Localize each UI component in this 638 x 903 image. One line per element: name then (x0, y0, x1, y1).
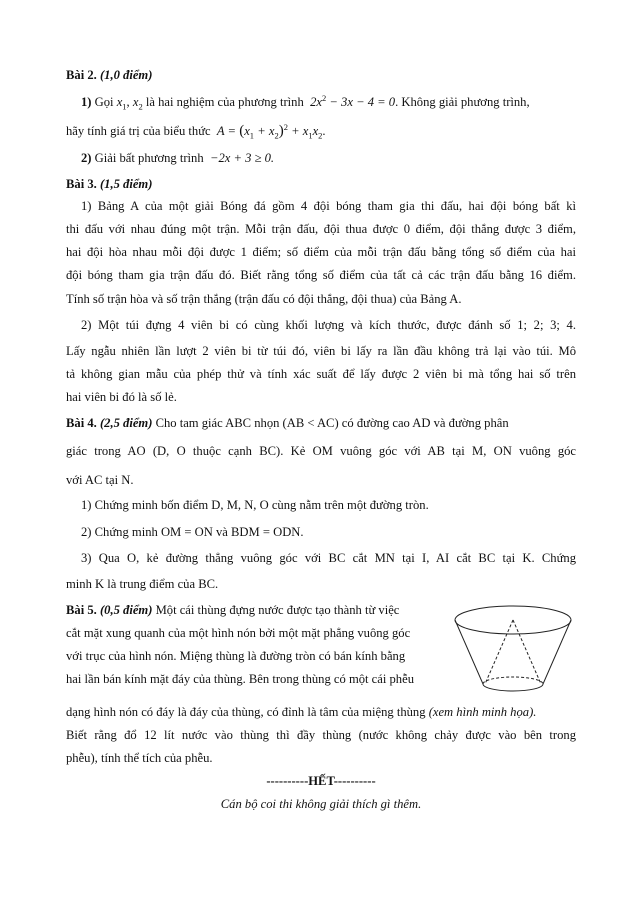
bai4-q1: 1) Chứng minh bốn điểm D, M, N, O cùng nằm trên một đường tròn. (81, 498, 429, 512)
bai3-p1-line3: hai đội hòa nhau mỗi đội được 1 điểm; số điểm của mỗi trận đấu bằng tổng số điểm của hai (66, 245, 576, 259)
bai2-heading: Bài 2. (1,0 điểm) (66, 68, 153, 82)
bai4-line1: Bài 4. (2,5 điểm) Cho tam giác ABC nhọn (AB < AC) có đường cao AD và đường phân (66, 416, 509, 430)
bai4-q2: 2) Chứng minh OM = ON và BDM = ODN. (81, 525, 304, 539)
bai2-q1-line1: 1) Gọi $x_1$, $x_2$ là hai nghiệm của phương trình $2x^2 - 3x - 4 = 0$. Không giải phương trình, (81, 92, 530, 112)
bai3-p2-line4: hai viên bi đó là số lẻ. (66, 390, 177, 404)
bai3-p2-line2: Lấy ngẫu nhiên lần lượt 2 viên bi từ túi đó, viên bi lấy ra lần đầu không trả lại vào túi. Mô (66, 344, 576, 358)
bai3-p2-line1: 2) Một túi đựng 4 viên bi có cùng khối lượng và kích thước, được đánh số 1; 2; 3; 4. (81, 318, 576, 332)
bai4-line3: với AC tại N. (66, 473, 134, 487)
bai3-p1-line2: thi đấu với nhau đúng một trận. Mỗi trận đấu, đội thua được 0 điểm, đội thắng được 3 điểm, (66, 222, 576, 236)
bai2-q1-line2: hãy tính giá trị của biểu thức $A = (x_1 + x_2)^2 + x_1x_2$. (66, 121, 326, 141)
bai5-line7: phễu), tính thể tích của phễu. (66, 751, 213, 765)
bai4-q3-line1: 3) Qua O, kẻ đường thẳng vuông góc với BC cắt MN tại I, AI cắt BC tại K. Chứng (81, 551, 576, 565)
bai5-line5: dạng hình nón có đáy là đáy của thùng, có đỉnh là tâm của miệng thùng (xem hình minh họa). (66, 705, 537, 719)
bai5-line6: Biết rằng đổ 12 lít nước vào thùng thì đầy thùng (nước không chảy được vào bên trong (66, 728, 576, 742)
proctor-note: Cán bộ coi thi không giải thích gì thêm. (220, 797, 422, 811)
funnel-right-side (513, 620, 541, 684)
bai3-p1-line5: Tính số trận hòa và số trận thắng (trận đấu có đội thắng, đội thua) của Bảng A. (66, 292, 462, 306)
bai3-p1-line4: đội bóng tham gia trận đấu đó. Biết rằng tổng số điểm của tất cả các trận đấu bằng 16 điểm. (66, 268, 576, 282)
funnel-left-side (485, 620, 513, 684)
bai5-line1: Bài 5. (0,5 điểm) Một cái thùng đựng nước được tạo thành từ việc (66, 603, 400, 617)
bucket-bottom-back (483, 677, 543, 684)
bai3-p1-line1: 1) Bảng A của một giải Bóng đá gồm 4 đội bóng tham gia thi đấu, hai đội bóng bất kì (81, 199, 576, 213)
end-marker: ----------HẾT---------- (266, 774, 376, 788)
bai3-p2-line3: tả không gian mẫu của phép thử và tính xác suất để lấy được 2 viên bi mà tổng hai số trên (66, 367, 576, 381)
bai4-q3-line2: minh K là trung điểm của BC. (66, 577, 219, 591)
bai4-line2: giác trong AO (D, O thuộc cạnh BC). Kẻ OM vuông góc với AB tại M, ON vuông góc (66, 444, 576, 458)
bai5-line3: với trục của hình nón. Miệng thùng là đường tròn có bán kính bằng (66, 649, 406, 663)
bai2-q2: 2) Giải bất phương trình −2x + 3 ≥ 0. (81, 151, 275, 165)
bai3-heading: Bài 3. (1,5 điểm) (66, 177, 153, 191)
bai5-line4: hai lần bán kính mặt đáy của thùng. Bên trong thùng có một cái phễu (66, 672, 414, 686)
bai5-line2: cắt mặt xung quanh của một hình nón bởi một mặt phẳng vuông góc (66, 626, 411, 640)
bucket-cone-illustration (445, 600, 580, 700)
bucket-bottom-front (483, 684, 543, 691)
